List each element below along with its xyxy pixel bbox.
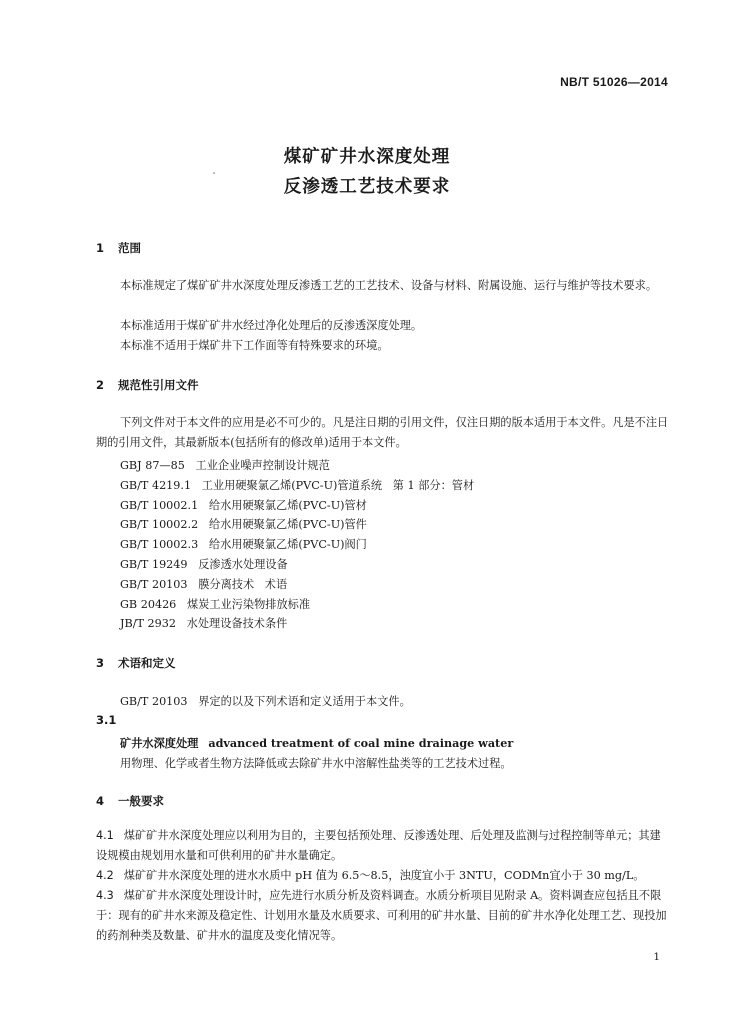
section-1-title: 范围 [118,241,141,255]
section-4-heading [96,793,164,809]
section-3-number: 3 [96,656,105,670]
page-number: 1 [653,951,660,963]
clause-number: 4.2 [96,869,114,882]
term-chinese: 矿井水深度处理 [120,737,199,750]
term-english: advanced treatment of coal mine drainage water [208,736,514,750]
clause-text: 煤矿矿井水深度处理应以利用为目的，主要包括预处理、反渗透处理、后处理及监测与过程控制等单元；其建设规模由规划用水量和可供利用的矿井水量确定。 [96,829,661,862]
section-4-title: 一般要求 [118,794,164,808]
section-1-para-2: 本标准适用于煤矿矿井水经过净化处理后的反渗透深度处理。 [120,319,423,332]
section-4-number: 4 [96,794,105,808]
section-3-heading [96,655,176,671]
clause-number: 4.3 [96,889,114,902]
clause-text: 煤矿矿井水深度处理的进水水质中 pH 值为 6.5～8.5，浊度宜小于 3NTU，CODMn宜小于 30 mg/L。 [123,869,645,882]
term-entry [120,735,513,751]
section-1-para-1: 本标准规定了煤矿矿井水深度处理反渗透工艺的工艺技术、设备与材料、附属设施、运行与维护等技术要求。 [120,279,658,292]
section-3-intro: GB/T 20103 界定的以及下列术语和定义适用于本文件。 [120,695,411,708]
reference-item: GBJ 87—85 工业企业噪声控制设计规范 [120,459,330,472]
section-2-number: 2 [96,378,105,392]
clause-number: 4.1 [96,829,114,842]
scan-speck [213,172,215,174]
section-3-title: 术语和定义 [118,656,176,670]
reference-item: GB/T 4219.1 工业用硬聚氯乙烯(PVC-U)管道系统 第 1 部分：管材 [120,479,475,492]
reference-item: GB/T 20103 膜分离技术 术语 [120,578,288,591]
standard-code: NB/T 51026—2014 [560,75,668,89]
section-2-intro: 下列文件对于本文件的应用是必不可少的。凡是注日期的引用文件，仅注日期的版本适用于本文件。凡是不注日期的引用文件，其最新版本(包括所有的修改单)适用于本文件。 [96,416,669,449]
title-line-1: 煤矿矿井水深度处理 [283,147,451,167]
section-2-title: 规范性引用文件 [118,378,199,392]
reference-item: GB/T 10002.1 给水用硬聚氯乙烯(PVC-U)管材 [120,499,367,512]
clause-3-1-number: 3.1 [96,713,117,727]
section-1-number: 1 [96,241,105,255]
title-line-2: 反渗透工艺技术要求 [283,177,451,197]
section-1-para-3: 本标准不适用于煤矿井下工作面等有特殊要求的环境。 [120,339,389,352]
clause-text: 煤矿矿井水深度处理设计时，应先进行水质分析及资料调查。水质分析项目见附录 A。资料调查应包括且不限于：现有的矿井水来源及稳定性、计划用水量及水质要求、可利用的矿井水量、目前的矿井水净化处理工艺、现投加的药剂种类及数量、矿井水的温度及变化情况等。 [96,889,667,942]
reference-item: JB/T 2932 水处理设备技术条件 [120,617,288,630]
reference-item: GB 20426 煤炭工业污染物排放标准 [120,598,311,611]
reference-item: GB/T 19249 反渗透水处理设备 [120,558,288,571]
clause-4-1 [96,826,671,866]
clause-4-2 [96,866,671,886]
reference-item: GB/T 10002.2 给水用硬聚氯乙烯(PVC-U)管件 [120,518,367,531]
clause-4-3 [96,886,671,946]
section-1-heading [96,240,141,256]
section-2-heading [96,377,199,393]
reference-item: GB/T 10002.3 给水用硬聚氯乙烯(PVC-U)阀门 [120,538,367,551]
term-definition: 用物理、化学或者生物方法降低或去除矿井水中溶解性盐类等的工艺技术过程。 [120,757,512,770]
